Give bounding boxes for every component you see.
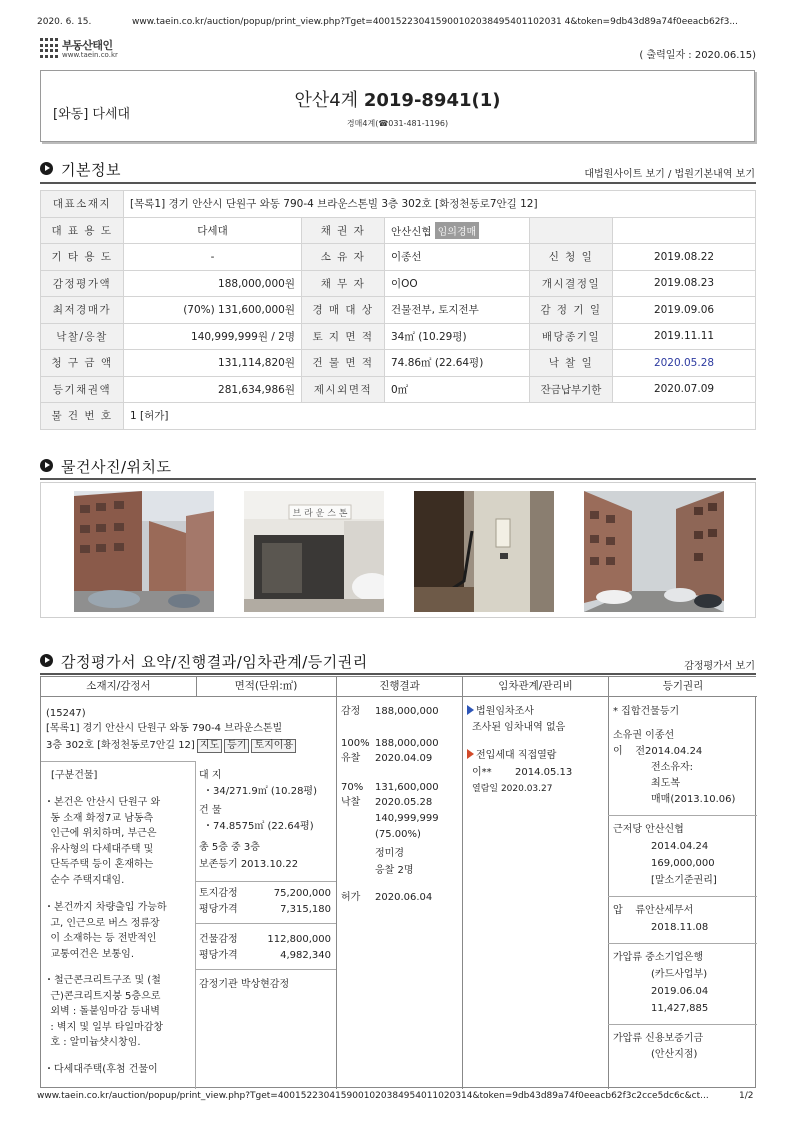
right-item: 169,000,000 <box>651 858 715 869</box>
property-photos <box>40 482 756 618</box>
logo-name: 부동산태인 <box>62 39 113 52</box>
building-price-per-pyeong-label: 평당가격 <box>199 950 238 961</box>
move-in-name: 이** <box>472 767 492 778</box>
value-extra-area: 0㎡ <box>385 376 530 403</box>
footer-url: www.taein.co.kr/auction/popup/print_view.php?Tget=4001522304159001020384954011020314&token=9db43d89a74f0eeacb62f3c2cce5dc6c&ct... <box>37 1091 709 1101</box>
appraiser: 감정기관 박상현감정 <box>199 979 290 990</box>
rights-title: * 집합건물등기 <box>613 706 680 717</box>
row-divider <box>608 896 757 897</box>
land-price-per-pyeong-value: 7,315,180 <box>280 904 331 915</box>
section-summary <box>40 652 755 670</box>
desc-line: 교통여건은 보통임. <box>50 948 134 960</box>
column-divider <box>336 677 337 1089</box>
label-start-decision: 개시결정일 <box>530 270 613 297</box>
value-main-use: 다세대 <box>124 217 302 244</box>
land-appraisal-label: 토지감정 <box>199 888 238 899</box>
value-item-number: 1 [허가] <box>124 403 756 430</box>
property-photo-1[interactable] <box>74 491 214 612</box>
desc-line: 철근콘크리트구조 및 (철 <box>54 975 161 986</box>
desc-line: : 벽지 및 일부 타일마감창 <box>50 1021 164 1033</box>
value-appraisal: 188,000,000원 <box>124 270 302 297</box>
right-item: 최도복 <box>651 778 680 789</box>
label-main-use: 대 표 용 도 <box>41 217 124 244</box>
value-dividend-deadline: 2019.11.11 <box>613 323 756 350</box>
building-label: 건 물 <box>199 805 222 816</box>
zip-code: (15247) <box>46 708 86 719</box>
label-owner: 소 유 자 <box>302 244 385 271</box>
desc-line: 동 소재 화정7교 남동측 <box>50 812 154 824</box>
property-type: [와동] 다세대 <box>53 107 131 122</box>
court-lease-title-text: 법원임차조사 <box>476 706 534 717</box>
header-location: 소재지/감정서 <box>41 677 196 697</box>
court-contact: 경매4계(☎031-481-1196) <box>346 119 449 128</box>
label-other-use: 기 타 용 도 <box>41 244 124 271</box>
logo-grid-icon <box>40 38 58 58</box>
land-area: ・34/271.9㎡ (10.28평) <box>203 786 317 797</box>
label-dividend-deadline: 배당종기일 <box>530 323 613 350</box>
progress-value: 응찰 2명 <box>375 865 414 876</box>
court-name: 안산4계 <box>294 90 359 111</box>
registry-button[interactable]: 등기 <box>224 739 249 753</box>
property-photo-3[interactable] <box>414 491 554 612</box>
desc-line: 외벽 : 돌붙임마감 등내벽 <box>50 1006 160 1017</box>
progress-value: 2020.06.04 <box>375 892 433 903</box>
land-label: 대 지 <box>199 770 222 781</box>
address-line-1: [목록1] 경기 안산시 단원구 와동 790-4 브라운스톤빌 <box>46 723 283 734</box>
desc-line: 호 : 알미늄샷시창임. <box>50 1037 141 1048</box>
label-address: 대표소재지 <box>41 191 124 218</box>
progress-label: 100% <box>341 738 370 749</box>
label-sale-date: 낙 찰 일 <box>530 350 613 377</box>
land-appraisal-value: 75,200,000 <box>273 888 331 899</box>
desc-line: 다세대주택(후첨 건물이 <box>54 1064 158 1075</box>
page-number: 1/2 <box>739 1091 754 1101</box>
value-winning-bid: 140,999,999원 / 2명 <box>124 323 302 350</box>
building-price-per-pyeong-value: 4,982,340 <box>280 950 331 961</box>
right-item: 압 류안산세무서 <box>613 905 694 916</box>
right-item: 소유권 이종선 <box>613 730 675 741</box>
property-photo-4[interactable] <box>584 491 724 612</box>
print-url-header: www.taein.co.kr/auction/popup/print_view.php?Tget=400152230415900102038495401102031 4&token=9db43d89a74f0eeacb62f3... <box>132 17 738 27</box>
logo-url: www.taein.co.kr <box>62 51 118 59</box>
value-building-area: 74.86㎡ (22.64평) <box>385 350 530 377</box>
section-basic-info <box>40 160 755 178</box>
blue-triangle-icon <box>467 705 474 715</box>
desc-paragraph-3: ・철근콘크리트구조 및 (철 근)콘크리트지붕 5층으로 외벽 : 돌붙임마감 등내벽 : 벽지 및 일부 타일마감창 호 : 알미늄샷시창임. <box>44 975 164 1048</box>
auction-type-badge: 임의경매 <box>435 222 480 239</box>
value-owner: 이종선 <box>385 244 530 271</box>
row-divider <box>608 815 757 816</box>
desc-line: 이 소재하는 등 전반적인 <box>50 933 157 944</box>
row-divider <box>196 881 336 882</box>
address-line-2-row <box>46 739 296 754</box>
court-lease-text: 조사된 임차내역 없음 <box>472 722 566 733</box>
appraisal-report-link[interactable]: 감정평가서 보기 <box>684 661 755 672</box>
view-date: 열람일 2020.03.27 <box>472 784 553 794</box>
row-divider <box>608 943 757 944</box>
value-start-decision: 2019.08.23 <box>613 270 756 297</box>
label-extra-area: 제시외면적 <box>302 376 385 403</box>
desc-paragraph-2: ・본건까지 차량출입 가능하 고, 인근으로 버스 정류장 이 소재하는 등 전반적인 교통여건은 보통임. <box>44 902 167 960</box>
section-bullet-icon <box>40 162 53 175</box>
output-date: ( 출력일자 : 2020.06.15) <box>639 50 756 61</box>
desc-line: 근)콘크리트지붕 5층으로 <box>50 990 161 1002</box>
floor-info: 총 5층 중 3층 <box>199 842 260 853</box>
header-progress: 진행결과 <box>337 677 462 697</box>
svg-text:브 라 운 스 톤: 브 라 운 스 톤 <box>292 509 348 519</box>
right-item: (카드사업부) <box>651 969 708 980</box>
row-divider <box>196 923 336 924</box>
value-land-area: 34㎡ (10.29평) <box>385 323 530 350</box>
label-debtor: 채 무 자 <box>302 270 385 297</box>
section-bullet-icon <box>40 654 53 667</box>
label-claim-amount: 청 구 금 액 <box>41 350 124 377</box>
right-item: (안산지점) <box>651 1049 698 1060</box>
progress-value: 188,000,000 <box>375 738 439 749</box>
address-line-2: 3층 302호 [화정천동로7안길 12] <box>46 740 195 751</box>
desc-line: 순수 주택지대임. <box>50 874 125 886</box>
right-item: 2014.04.24 <box>651 841 709 852</box>
desc-line: 본건은 안산시 단원구 와 <box>54 797 161 808</box>
label-registered-claims: 등기채권액 <box>41 376 124 403</box>
label-building-area: 건 물 면 적 <box>302 350 385 377</box>
taein-logo[interactable] <box>40 36 160 62</box>
header-rights: 등기권리 <box>609 677 757 697</box>
court-lease-title <box>467 705 534 720</box>
value-claim-amount: 131,114,820원 <box>124 350 302 377</box>
value-other-use: - <box>124 244 302 271</box>
move-in-title-text: 전입세대 직접열람 <box>476 750 557 761</box>
basic-info-table <box>40 190 756 430</box>
value-appraisal-date: 2019.09.06 <box>613 297 756 324</box>
value-empty <box>613 217 756 244</box>
land-price-per-pyeong-label: 평당가격 <box>199 904 238 915</box>
progress-value: 2020.05.28 <box>375 797 433 808</box>
red-triangle-icon <box>467 749 474 759</box>
right-item: 2018.11.08 <box>651 922 709 933</box>
value-min-price: (70%) 131,600,000원 <box>124 297 302 324</box>
progress-value: 정미경 <box>375 848 404 859</box>
section-divider <box>40 478 756 480</box>
building-appraisal-label: 건물감정 <box>199 934 238 945</box>
value-creditor <box>385 217 530 244</box>
label-winning-bid: 낙찰/응찰 <box>41 323 124 350</box>
section-title: 감정평가서 요약/진행결과/임차관계/등기권리 <box>61 653 368 671</box>
column-divider <box>462 677 463 1089</box>
case-number: 2019-8941(1) <box>363 90 501 111</box>
label-appraisal-date: 감 정 기 일 <box>530 297 613 324</box>
move-in-date: 2014.05.13 <box>515 767 573 778</box>
value-address: [목록1] 경기 안산시 단원구 와동 790-4 브라운스톤빌 3층 302호 [화정천동로7안길 12] <box>124 191 756 218</box>
label-min-price: 최저경매가 <box>41 297 124 324</box>
value-apply-date: 2019.08.22 <box>613 244 756 271</box>
label-item-number: 물 건 번 호 <box>41 403 124 430</box>
building-area: ・74.8575㎡ (22.64평) <box>203 821 314 832</box>
row-divider <box>196 969 336 970</box>
row-divider <box>608 1024 757 1025</box>
summary-table <box>40 676 756 1088</box>
right-item: 근저당 안산신협 <box>613 824 684 835</box>
progress-value: 140,999,999 <box>375 813 439 824</box>
progress-label: 허가 <box>341 892 361 903</box>
print-date-header: 2020. 6. 15. <box>37 17 92 27</box>
column-divider <box>608 677 609 1089</box>
label-empty <box>530 217 613 244</box>
case-title-box <box>40 70 755 142</box>
desc-line: 인근에 위치하며, 부근은 <box>50 828 157 839</box>
desc-line: 유사형의 다세대주택 및 <box>50 843 154 855</box>
right-item: 가압류 신용보증기금 <box>613 1033 704 1044</box>
progress-label: 유찰 <box>341 753 361 764</box>
progress-value: 131,600,000 <box>375 782 439 793</box>
value-debtor: 이OO <box>385 270 530 297</box>
value-registered-claims: 281,634,986원 <box>124 376 302 403</box>
section-title: 물건사진/위치도 <box>61 458 172 476</box>
desc-line: 단독주택 등이 혼재하는 <box>50 859 154 870</box>
label-auction-target: 경 매 대 상 <box>302 297 385 324</box>
move-in-title <box>467 749 556 764</box>
header-lease: 임차관계/관리비 <box>463 677 608 697</box>
right-item: [말소기준권리] <box>651 875 717 886</box>
land-use-button[interactable]: 토지이용 <box>251 739 296 753</box>
progress-value: (75.00%) <box>375 829 421 840</box>
progress-value: 2020.04.09 <box>375 753 433 764</box>
creditor-name: 안산신협 <box>391 225 432 238</box>
label-apply-date: 신 청 일 <box>530 244 613 271</box>
label-creditor: 채 권 자 <box>302 217 385 244</box>
map-button[interactable]: 지도 <box>197 739 222 753</box>
right-item: 이 전2014.04.24 <box>613 746 703 757</box>
progress-label: 낙찰 <box>341 797 361 808</box>
label-appraisal: 감정평가액 <box>41 270 124 297</box>
preservation-registry: 보존등기 2013.10.22 <box>199 859 299 870</box>
label-land-area: 토 지 면 적 <box>302 323 385 350</box>
section-title: 기본정보 <box>61 161 121 179</box>
progress-value: 188,000,000 <box>375 706 439 717</box>
right-item: 가압류 중소기업은행 <box>613 952 704 963</box>
category-label: [구분건물] <box>51 770 98 781</box>
label-payment-deadline: 잔금납부기한 <box>530 376 613 403</box>
right-item: 매매(2013.10.06) <box>651 794 736 805</box>
section-divider <box>40 182 756 184</box>
value-payment-deadline: 2020.07.09 <box>613 376 756 403</box>
value-sale-date: 2020.05.28 <box>613 350 756 377</box>
section-bullet-icon <box>40 459 53 472</box>
desc-paragraph-4: ・다세대주택(후첨 건물이 <box>44 1064 158 1075</box>
property-photo-2[interactable] <box>244 491 384 612</box>
progress-label: 70% <box>341 782 364 793</box>
desc-line: 고, 인근으로 버스 정류장 <box>50 917 160 929</box>
case-title <box>41 86 754 112</box>
desc-paragraph-1: ・본건은 안산시 단원구 와 동 소재 화정7교 남동측 인근에 위치하며, 부근은 유사형의 다세대주택 및 단독주택 등이 혼재하는 순수 주택지대임. <box>44 797 161 886</box>
building-appraisal-value: 112,800,000 <box>267 934 331 945</box>
value-auction-target: 건물전부, 토지전부 <box>385 297 530 324</box>
section-divider <box>40 673 756 675</box>
right-item: 11,427,885 <box>651 1003 709 1014</box>
header-area: 면적(단위:㎡) <box>196 677 336 697</box>
section-photos <box>40 457 755 475</box>
desc-line: 본건까지 차량출입 가능하 <box>54 902 167 913</box>
court-site-links[interactable]: 대법원사이트 보기 / 법원기본내역 보기 <box>584 169 755 180</box>
column-divider <box>196 677 197 697</box>
progress-label: 감정 <box>341 706 361 717</box>
right-item: 전소유자: <box>651 762 694 773</box>
right-item: 2019.06.04 <box>651 986 709 997</box>
